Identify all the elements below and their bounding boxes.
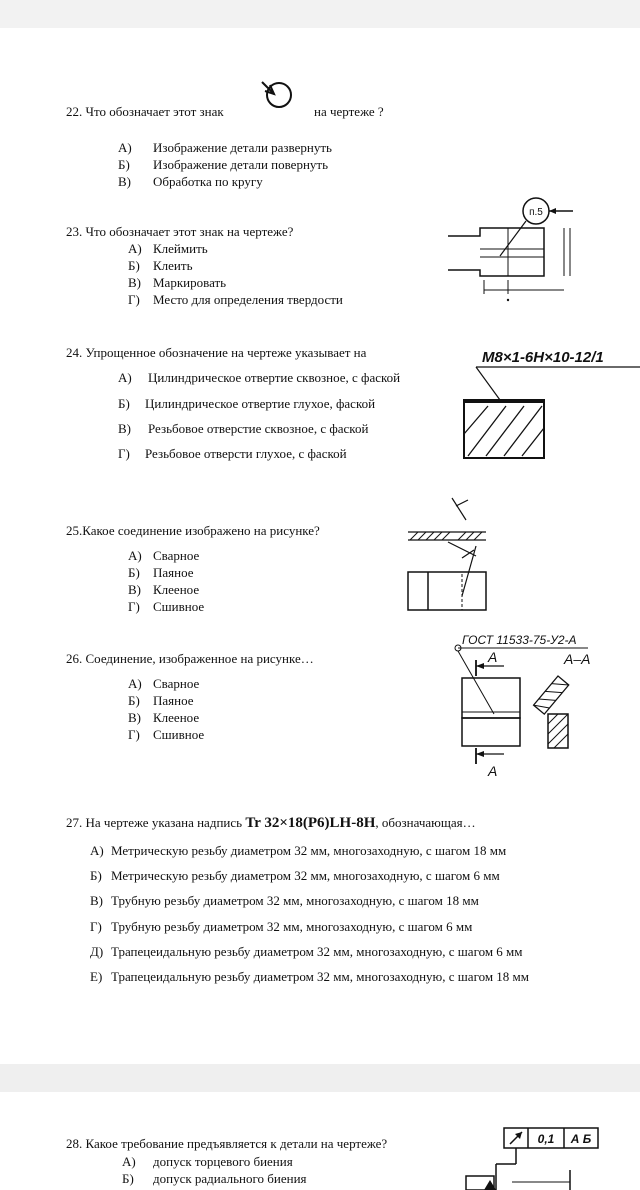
option-letter: Г) <box>118 446 130 461</box>
section-mark-bottom: А <box>488 763 498 779</box>
question-27-title-start: 27. На чертеже указана надпись <box>66 815 243 830</box>
option-letter: А) <box>128 241 142 256</box>
option-letter: Г) <box>128 292 140 307</box>
option-text: Изображение детали повернуть <box>153 157 329 172</box>
option-text: Трубную резьбу диаметром 32 мм, многозаходную, с шагом 6 мм <box>111 919 473 934</box>
option-letter: А) <box>118 370 132 385</box>
thread-hole-drawing <box>460 338 640 462</box>
option-letter: Б) <box>118 157 130 172</box>
option-letter: Д) <box>90 944 104 959</box>
joint-drawing <box>406 494 492 616</box>
option-letter: В) <box>90 893 103 908</box>
option-text: Трапецеидальную резьбу диаметром 32 мм, многозаходную, с шагом 6 мм <box>111 944 523 959</box>
option-text: Сшивное <box>153 727 205 742</box>
option-text: Цилиндрическое отвертие сквозное, с фаской <box>148 370 401 385</box>
page-top-margin <box>0 0 640 28</box>
marking-drawing <box>448 194 638 306</box>
question-25-title: 25.Какое соединение изображено на рисунке? <box>66 523 320 538</box>
option-letter: Б) <box>128 258 140 273</box>
question-24-title: 24. Упрощенное обозначение на чертеже указывает на <box>66 345 367 360</box>
section-mark-top: А <box>488 649 498 665</box>
option-text: Паяное <box>153 565 194 580</box>
option-text: Резьбовое отверсти глухое, с фаской <box>145 446 347 461</box>
question-27-title-end: , обозначающая… <box>375 815 476 830</box>
option-text: Метрическую резьбу диаметром 32 мм, многозаходную, с шагом 6 мм <box>111 868 500 883</box>
option-letter: Б) <box>118 396 130 411</box>
option-text: Трубную резьбу диаметром 32 мм, многозаходную, с шагом 18 мм <box>111 893 479 908</box>
thread-designation-label: M8×1-6H×10-12/1 <box>482 349 604 366</box>
option-letter: В) <box>118 174 131 189</box>
option-letter: Е) <box>90 969 103 984</box>
option-letter: Б) <box>122 1171 134 1186</box>
question-26-title: 26. Соединение, изображенное на рисунке… <box>66 651 314 666</box>
weld-gost-drawing <box>448 626 618 784</box>
question-22-title-start: 22. Что обозначает этот знак <box>66 104 224 119</box>
option-text: Место для определения твердости <box>153 292 343 307</box>
section-title: А–А <box>564 651 591 667</box>
option-letter: А) <box>118 140 132 155</box>
option-text: Резьбовое отверстие сквозное, с фаской <box>148 421 369 436</box>
option-letter: Г) <box>128 727 140 742</box>
option-letter: В) <box>128 275 141 290</box>
question-27-title <box>66 815 476 831</box>
gost-label: ГОСТ 11533-75-У2-А <box>462 633 577 647</box>
option-text: допуск радиального биения <box>153 1171 307 1186</box>
option-letter: Б) <box>90 868 102 883</box>
option-letter: В) <box>128 710 141 725</box>
option-letter: В) <box>118 421 131 436</box>
option-text: Цилиндрическое отвертие глухое, фаской <box>145 396 376 411</box>
option-text: Паяное <box>153 693 194 708</box>
option-letter: А) <box>90 843 104 858</box>
page-break <box>0 1064 640 1092</box>
option-letter: В) <box>128 582 141 597</box>
runout-tolerance-drawing <box>460 1124 610 1190</box>
question-22-title-end: на чертеже ? <box>314 104 384 119</box>
option-letter: А) <box>128 548 142 563</box>
option-text: Клееное <box>153 582 200 597</box>
thread-designation: Tr 32×18(P6)LH-8H <box>245 815 376 831</box>
rotate-sign-icon <box>256 76 300 112</box>
option-text: Клееное <box>153 710 200 725</box>
question-28-title: 28. Какое требование предъявляется к детали на чертеже? <box>66 1136 388 1151</box>
question-23-title: 23. Что обозначает этот знак на чертеже? <box>66 224 294 239</box>
option-letter: А) <box>122 1154 136 1169</box>
option-text: Трапецеидальную резьбу диаметром 32 мм, многозаходную, с шагом 18 мм <box>111 969 530 984</box>
tolerance-value: 0,1 <box>537 1132 555 1146</box>
option-text: Сварное <box>153 548 200 563</box>
option-letter: Г) <box>90 919 102 934</box>
option-letter: Б) <box>128 565 140 580</box>
datum-label: А Б <box>570 1132 592 1146</box>
option-letter: Б) <box>128 693 140 708</box>
option-text: Сварное <box>153 676 200 691</box>
option-text: Клеймить <box>153 241 208 256</box>
option-text: Обработка по кругу <box>153 174 263 189</box>
option-text: допуск торцевого биения <box>153 1154 293 1169</box>
option-text: Маркировать <box>153 275 227 290</box>
marking-label: п.5 <box>529 207 543 218</box>
option-text: Сшивное <box>153 599 205 614</box>
option-text: Изображение детали развернуть <box>153 140 332 155</box>
option-letter: Г) <box>128 599 140 614</box>
option-text: Метрическую резьбу диаметром 32 мм, многозаходную, с шагом 18 мм <box>111 843 507 858</box>
option-letter: А) <box>128 676 142 691</box>
option-text: Клеить <box>153 258 193 273</box>
